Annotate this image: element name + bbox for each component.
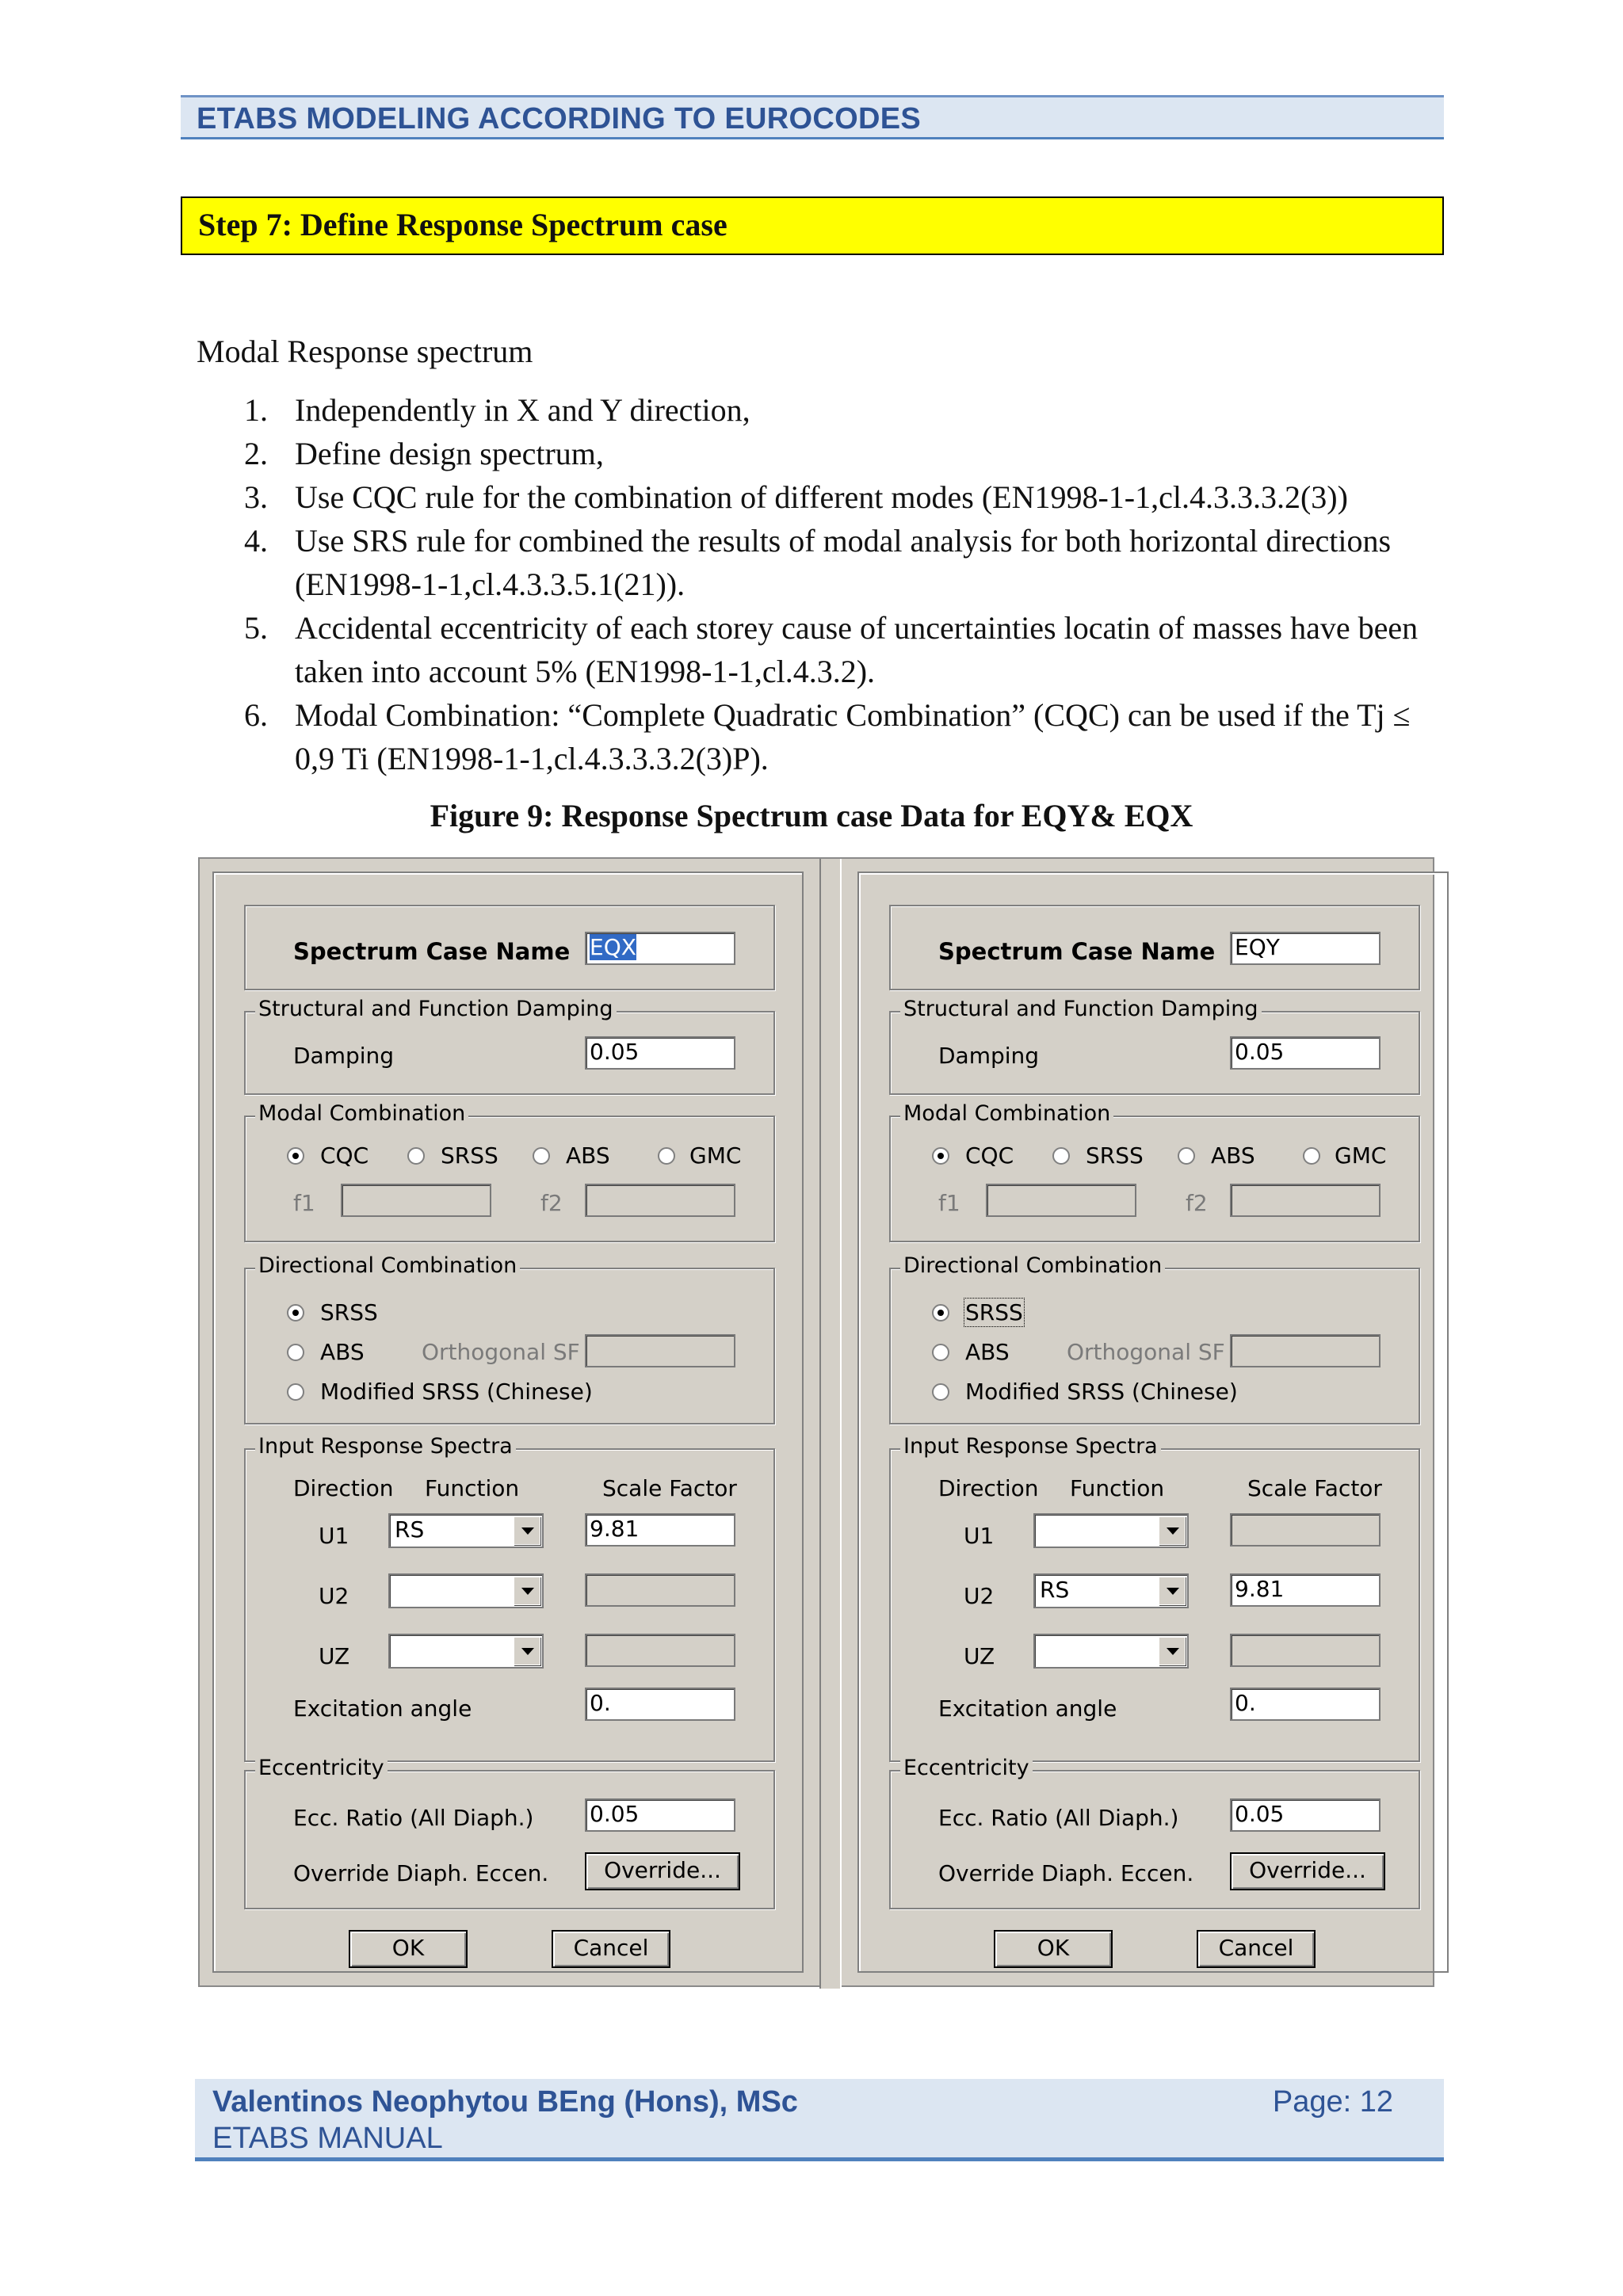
f2-field <box>585 1184 735 1217</box>
intro-text: Modal Response spectrum <box>197 334 533 369</box>
damping-field[interactable]: 0.05 <box>585 1036 735 1070</box>
figure-divider <box>819 859 842 1989</box>
cqc-label: CQC <box>965 1142 1014 1169</box>
damping-group <box>889 997 1420 1095</box>
u1-label: U1 <box>319 1523 349 1549</box>
modified-srss-radio[interactable] <box>287 1383 304 1401</box>
orthogonal-sf-label: Orthogonal SF <box>422 1339 580 1365</box>
f2-field <box>1230 1184 1381 1217</box>
abs-label: ABS <box>1211 1142 1255 1169</box>
ecc-ratio-label: Ecc. Ratio (All Diaph.) <box>293 1805 534 1831</box>
case-name-field[interactable]: EQY <box>1230 932 1381 965</box>
response-spectrum-dialog-eqx <box>206 865 810 1981</box>
case-name-group <box>889 905 1420 990</box>
directional-combination-label: Directional Combination <box>255 1253 520 1278</box>
u1-label: U1 <box>964 1523 995 1549</box>
dir-srss-radio[interactable] <box>932 1304 949 1322</box>
u1-scale-field[interactable] <box>1230 1513 1381 1547</box>
chevron-down-icon[interactable] <box>1159 1637 1186 1665</box>
dir-abs-radio[interactable] <box>932 1344 949 1361</box>
ecc-ratio-field[interactable]: 0.05 <box>1230 1798 1381 1832</box>
f1-label: f1 <box>938 1190 960 1216</box>
list-item: 3. Use CQC rule for the combination of different modes (EN1998-1-1,cl.4.3.3.3.2(3)) <box>244 479 1348 515</box>
u2-function-select[interactable] <box>388 1573 544 1608</box>
f2-label: f2 <box>540 1190 563 1216</box>
u1-function-select[interactable]: RS <box>388 1513 544 1548</box>
override-button[interactable]: Override... <box>585 1852 740 1890</box>
modal-combination-label: Modal Combination <box>255 1101 468 1126</box>
excitation-angle-label: Excitation angle <box>938 1695 1117 1722</box>
footer-page: Page: 12 <box>1272 2085 1393 2119</box>
damping-group-label: Structural and Function Damping <box>900 997 1262 1021</box>
f2-label: f2 <box>1186 1190 1208 1216</box>
chevron-down-icon[interactable] <box>514 1516 540 1545</box>
eccentricity-label: Eccentricity <box>900 1756 1033 1780</box>
scale-factor-header: Scale Factor <box>602 1475 737 1501</box>
function-header: Function <box>425 1475 520 1501</box>
directional-combination-label: Directional Combination <box>900 1253 1165 1278</box>
orthogonal-sf-label: Orthogonal SF <box>1067 1339 1225 1365</box>
override-diaph-label: Override Diaph. Eccen. <box>293 1860 549 1886</box>
excitation-angle-field[interactable]: 0. <box>585 1688 735 1721</box>
eccentricity-group <box>244 1756 775 1909</box>
modal-combination-label: Modal Combination <box>900 1101 1113 1126</box>
u2-function-select[interactable]: RS <box>1033 1573 1189 1608</box>
uz-scale-field[interactable] <box>585 1634 735 1667</box>
case-name-label: Spectrum Case Name <box>938 938 1216 965</box>
gmc-label: GMC <box>1335 1142 1387 1169</box>
modal-combination-group <box>244 1101 775 1242</box>
scale-factor-header: Scale Factor <box>1247 1475 1382 1501</box>
abs-radio[interactable] <box>533 1147 550 1165</box>
u2-scale-field[interactable]: 9.81 <box>1230 1573 1381 1607</box>
footer-manual: ETABS MANUAL <box>212 2122 443 2155</box>
case-name-field[interactable]: EQX <box>585 932 735 965</box>
dir-srss-label: SRSS <box>320 1299 378 1325</box>
chevron-down-icon[interactable] <box>514 1577 540 1605</box>
input-response-spectra-label: Input Response Spectra <box>900 1434 1161 1459</box>
directional-combination-group <box>244 1253 775 1425</box>
u2-label: U2 <box>964 1583 995 1609</box>
excitation-angle-field[interactable]: 0. <box>1230 1688 1381 1721</box>
uz-label: UZ <box>964 1643 995 1669</box>
gmc-radio[interactable] <box>1303 1147 1320 1165</box>
case-name-group <box>244 905 775 990</box>
cqc-radio[interactable] <box>287 1147 304 1165</box>
damping-group-label: Structural and Function Damping <box>255 997 617 1021</box>
cancel-button[interactable]: Cancel <box>552 1930 670 1968</box>
srss-label: SRSS <box>441 1142 498 1169</box>
u2-scale-field[interactable] <box>585 1573 735 1607</box>
u2-label: U2 <box>319 1583 349 1609</box>
modified-srss-radio[interactable] <box>932 1383 949 1401</box>
abs-radio[interactable] <box>1178 1147 1195 1165</box>
header-title: ETABS MODELING ACCORDING TO EUROCODES <box>197 102 921 135</box>
list-item: 1. Independently in X and Y direction, <box>244 392 750 428</box>
orthogonal-sf-field <box>585 1334 735 1367</box>
dir-abs-radio[interactable] <box>287 1344 304 1361</box>
f1-field <box>986 1184 1136 1217</box>
modified-srss-label: Modified SRSS (Chinese) <box>965 1379 1238 1405</box>
damping-group <box>244 997 775 1095</box>
dialog-figure <box>198 857 1434 1987</box>
uz-label: UZ <box>319 1643 350 1669</box>
orthogonal-sf-field <box>1230 1334 1381 1367</box>
step-list <box>197 388 1449 780</box>
footer-author: Valentinos Neophytou BEng (Hons), MSc <box>212 2085 798 2119</box>
input-response-spectra-group <box>244 1434 775 1762</box>
list-item: 5. Accidental eccentricity of each storey cause of uncertainties locatin of masses have been taken into account 5% (EN1998-1-1,cl.4.3.2). <box>244 610 1419 689</box>
figure-caption: Figure 9: Response Spectrum case Data for EQY& EQX <box>430 798 1193 833</box>
step-box <box>181 196 1444 255</box>
modal-combination-group <box>889 1101 1420 1242</box>
list-item: 6. Modal Combination: “Complete Quadratic Combination” (CQC) can be used if the Tj ≤ 0,9 Ti (EN1998-1-1,cl.4.3.3.3.2(3)P). <box>244 697 1411 776</box>
gmc-label: GMC <box>689 1142 742 1169</box>
direction-header: Direction <box>293 1475 394 1501</box>
page-footer <box>195 2079 1444 2161</box>
gmc-radio[interactable] <box>658 1147 675 1165</box>
cqc-label: CQC <box>320 1142 369 1169</box>
override-button[interactable]: Override... <box>1230 1852 1385 1890</box>
f1-label: f1 <box>293 1190 315 1216</box>
u1-scale-field[interactable]: 9.81 <box>585 1513 735 1547</box>
srss-radio[interactable] <box>407 1147 425 1165</box>
chevron-down-icon[interactable] <box>514 1637 540 1665</box>
excitation-angle-label: Excitation angle <box>293 1695 472 1722</box>
cancel-button[interactable]: Cancel <box>1197 1930 1316 1968</box>
uz-function-select[interactable] <box>1033 1634 1189 1669</box>
list-item: 4. Use SRS rule for combined the results of modal analysis for both horizontal directions (EN1998-1-1,cl.4.3.3.5.1(21)). <box>244 523 1392 602</box>
direction-header: Direction <box>938 1475 1039 1501</box>
input-response-spectra-group <box>889 1434 1420 1762</box>
srss-radio[interactable] <box>1052 1147 1070 1165</box>
dir-abs-label: ABS <box>320 1339 365 1365</box>
modified-srss-label: Modified SRSS (Chinese) <box>320 1379 593 1405</box>
uz-scale-field[interactable] <box>1230 1634 1381 1667</box>
input-response-spectra-label: Input Response Spectra <box>255 1434 516 1459</box>
dir-srss-label: SRSS <box>965 1299 1023 1325</box>
page-header <box>181 95 1444 139</box>
chevron-down-icon[interactable] <box>1159 1577 1186 1605</box>
override-diaph-label: Override Diaph. Eccen. <box>938 1860 1194 1886</box>
list-item: 2. Define design spectrum, <box>244 436 604 471</box>
damping-label: Damping <box>938 1043 1040 1069</box>
ok-button[interactable]: OK <box>349 1930 468 1968</box>
ok-button[interactable]: OK <box>994 1930 1113 1968</box>
eccentricity-group <box>889 1756 1420 1909</box>
case-name-label: Spectrum Case Name <box>293 938 571 965</box>
damping-label: Damping <box>293 1043 395 1069</box>
abs-label: ABS <box>566 1142 610 1169</box>
u1-function-select[interactable] <box>1033 1513 1189 1548</box>
cqc-radio[interactable] <box>932 1147 949 1165</box>
dir-srss-radio[interactable] <box>287 1304 304 1322</box>
function-header: Function <box>1070 1475 1165 1501</box>
ecc-ratio-label: Ecc. Ratio (All Diaph.) <box>938 1805 1179 1831</box>
ecc-ratio-field[interactable]: 0.05 <box>585 1798 735 1832</box>
damping-field[interactable]: 0.05 <box>1230 1036 1381 1070</box>
chevron-down-icon[interactable] <box>1159 1516 1186 1545</box>
directional-combination-group <box>889 1253 1420 1425</box>
srss-label: SRSS <box>1086 1142 1144 1169</box>
response-spectrum-dialog-eqy <box>851 865 1455 1981</box>
step-title: Step 7: Define Response Spectrum case <box>198 207 727 242</box>
eccentricity-label: Eccentricity <box>255 1756 388 1780</box>
dir-abs-label: ABS <box>965 1339 1010 1365</box>
uz-function-select[interactable] <box>388 1634 544 1669</box>
f1-field <box>341 1184 491 1217</box>
